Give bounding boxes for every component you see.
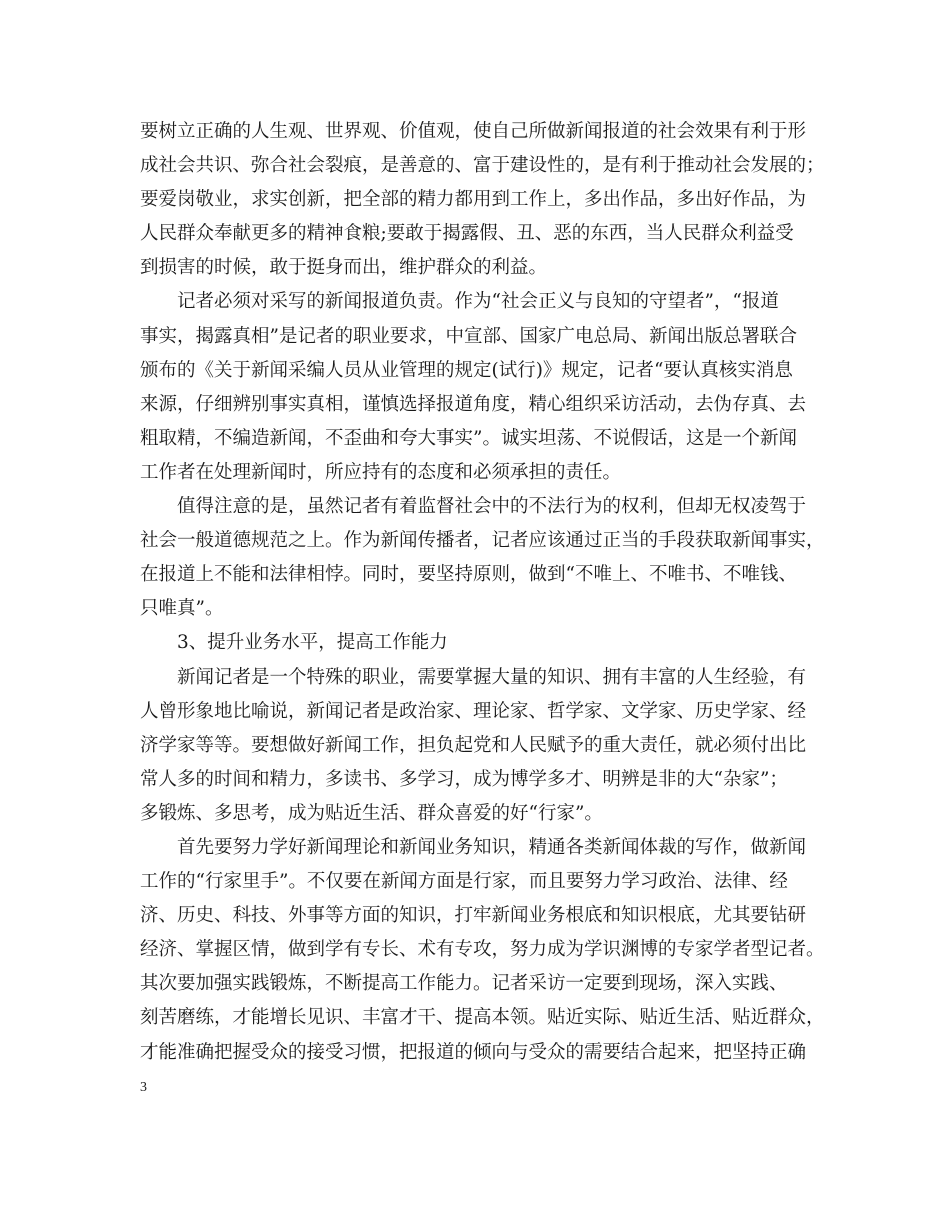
text-line: 多锻炼、多思考，成为贴近生活、群众喜爱的好“行家”。	[140, 802, 603, 824]
text-line: 3、提升业务水平，提高工作能力	[177, 632, 448, 654]
text-line: 只唯真”。	[140, 598, 224, 620]
text-line: 要爱岗敬业，求实创新，把全部的精力都用到工作上，多出作品，多出好作品，为	[140, 189, 807, 211]
text-line: 记者必须对采写的新闻报道负责。作为“社会正义与良知的守望者”，“报道	[177, 291, 779, 313]
text-line: 到损害的时候，敢于挺身而出，维护群众的利益。	[140, 257, 548, 279]
text-line: 来源，仔细辨别事实真相，谨慎选择报道角度，精心组织采访活动，去伪存真、去	[140, 393, 807, 415]
text-line: 其次要加强实践锻炼，不断提高工作能力。记者采访一定要到现场，深入实践、	[140, 973, 788, 995]
text-line: 常人多的时间和精力，多读书、多学习，成为博学多才、明辨是非的大“杂家”；	[140, 768, 788, 790]
text-line: 济、历史、科技、外事等方面的知识，打牢新闻业务根底和知识根底，尤其要钻研	[140, 905, 807, 927]
text-line: 工作的“行家里手”。不仅要在新闻方面是行家，而且要努力学习政治、法律、经	[140, 871, 788, 893]
text-line: 粗取精，不编造新闻，不歪曲和夸大事实”。诚实坦荡、不说假话，这是一个新闻	[140, 427, 797, 449]
text-line: 人民群众奉献更多的精神食粮;要敢于揭露假、丑、恶的东西，当人民群众利益受	[140, 223, 794, 245]
text-line: 新闻记者是一个特殊的职业，需要掌握大量的知识、拥有丰富的人生经验，有	[177, 666, 807, 688]
text-line: 济学家等等。要想做好新闻工作，担负起党和人民赋予的重大责任，就必须付出比	[140, 734, 807, 756]
text-line: 人曾形象地比喻说，新闻记者是政治家、理论家、哲学家、文学家、历史学家、经	[140, 700, 807, 722]
text-line: 值得注意的是，虽然记者有着监督社会中的不法行为的权利，但却无权凌驾于	[177, 496, 807, 518]
text-line: 工作者在处理新闻时，所应持有的态度和必须承担的责任。	[140, 461, 622, 483]
text-line: 成社会共识、弥合社会裂痕，是善意的、富于建设性的，是有利于推动社会发展的；	[140, 155, 825, 177]
body-text	[140, 115, 830, 1070]
text-line: 社会一般道德规范之上。作为新闻传播者，记者应该通过正当的手段获取新闻事实，	[140, 530, 825, 552]
text-line: 要树立正确的人生观、世界观、价值观，使自己所做新闻报道的社会效果有利于形	[140, 121, 807, 142]
page-number: 3	[140, 1080, 147, 1095]
text-line: 经济、掌握区情，做到学有专长、术有专攻，努力成为学识渊博的专家学者型记者。	[140, 939, 825, 961]
text-line: 在报道上不能和法律相悖。同时，要坚持原则，做到“不唯上、不唯书、不唯钱、	[140, 564, 797, 586]
text-line: 才能准确把握受众的接受习惯，把报道的倾向与受众的需要结合起来，把坚持正确	[140, 1041, 807, 1063]
text-line: 首先要努力学好新闻理论和新闻业务知识，精通各类新闻体裁的写作，做新闻	[177, 836, 807, 858]
text-line: 颁布的《关于新闻采编人员从业管理的规定(试行)》规定，记者“要认真核实消息	[140, 359, 793, 381]
text-line: 事实，揭露真相”是记者的职业要求，中宣部、国家广电总局、新闻出版总署联合	[140, 325, 797, 347]
text-line: 刻苦磨练，才能增长见识、丰富才干、提高本领。贴近实际、贴近生活、贴近群众，	[140, 1007, 825, 1029]
